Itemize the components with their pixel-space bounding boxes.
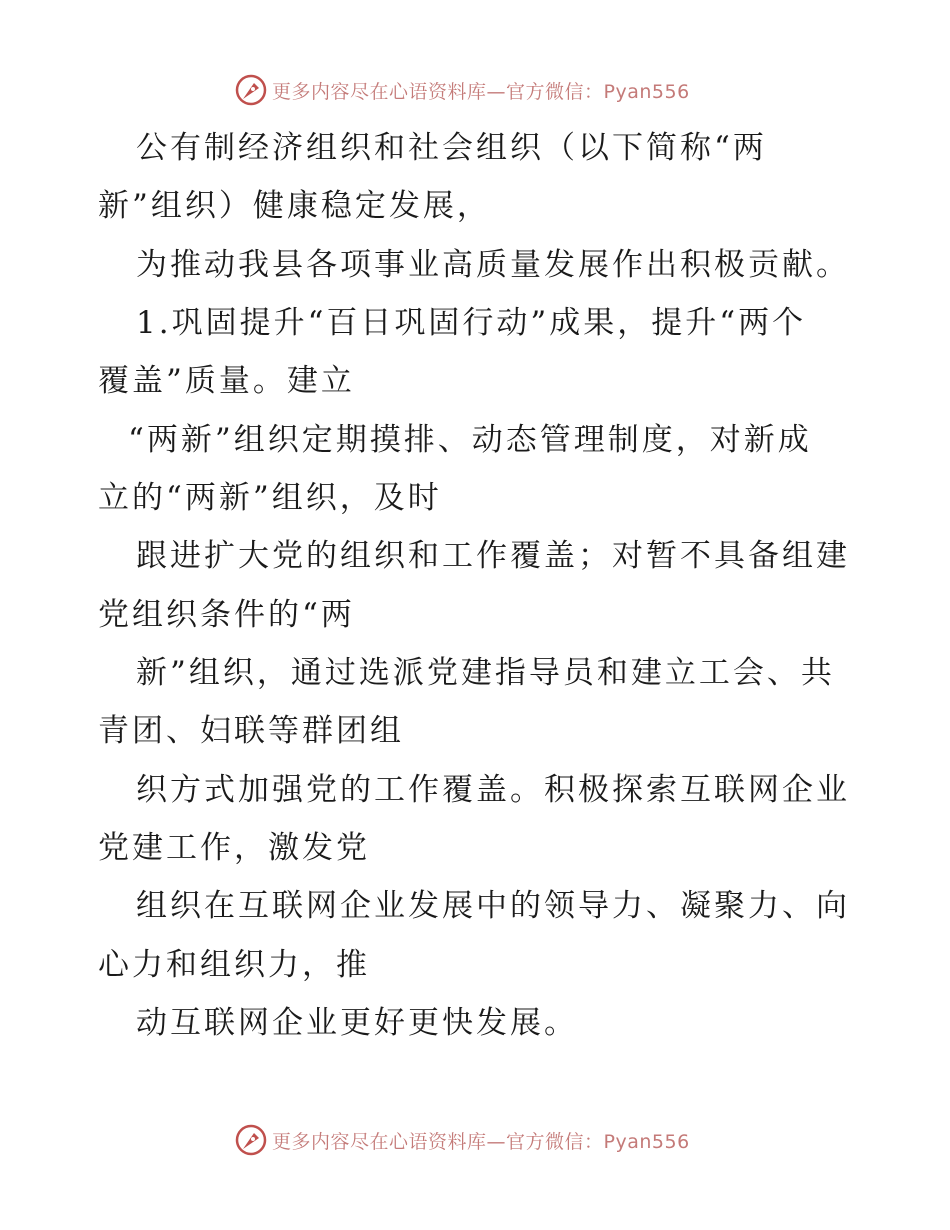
watermark-text: 更多内容尽在心语资料库—官方微信：Pyan556 bbox=[272, 1130, 690, 1153]
document-line: 公有制经济组织和社会组织（以下简称“两 bbox=[136, 130, 767, 166]
document-line: 动互联网企业更好更快发展。 bbox=[136, 1005, 578, 1041]
document-line: 党组织条件的“两 bbox=[98, 597, 355, 633]
footer-watermark bbox=[234, 1123, 690, 1157]
document-line: 覆盖”质量。建立 bbox=[98, 363, 355, 399]
document-line: 党建工作，激发党 bbox=[98, 830, 370, 866]
pen-nib-icon bbox=[234, 1123, 268, 1157]
watermark-text: 更多内容尽在心语资料库—官方微信：Pyan556 bbox=[272, 80, 690, 103]
document-line: 新”组织）健康稳定发展， bbox=[98, 188, 491, 224]
document-line: 新”组织，通过选派党建指导员和建立工会、共 bbox=[136, 655, 835, 691]
document-line: 为推动我县各项事业高质量发展作出积极贡献。 bbox=[136, 247, 850, 283]
document-line: 织方式加强党的工作覆盖。积极探索互联网企业 bbox=[136, 772, 850, 808]
pen-nib-icon bbox=[234, 73, 268, 107]
document-line: 跟进扩大党的组织和工作覆盖；对暂不具备组建 bbox=[136, 538, 850, 574]
header-watermark bbox=[234, 73, 690, 107]
document-line: 组织在互联网企业发展中的领导力、凝聚力、向 bbox=[136, 888, 850, 924]
document-line: 青团、妇联等群团组 bbox=[98, 713, 404, 749]
document-line: “两新”组织定期摸排、动态管理制度，对新成 bbox=[128, 422, 812, 458]
document-line: 心力和组织力，推 bbox=[98, 947, 370, 983]
document-line: 1.巩固提升“百日巩固行动”成果，提升“两个 bbox=[136, 305, 807, 341]
document-line: 立的“两新”组织，及时 bbox=[98, 480, 442, 516]
